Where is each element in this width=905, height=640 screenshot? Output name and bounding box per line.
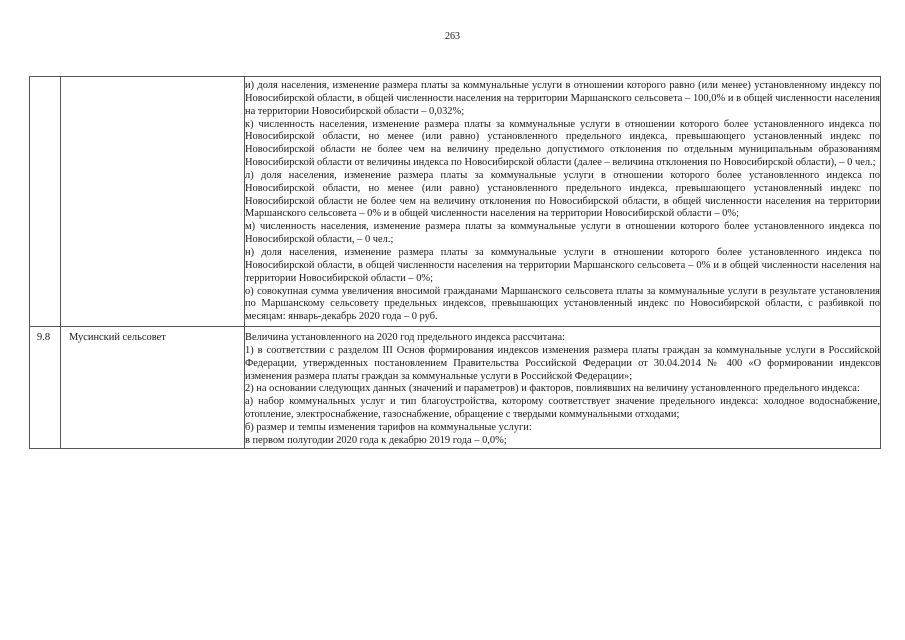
paragraph-o: о) совокупная сумма увеличения вносимой гражданами Маршанского сельсовета платы за коммунальные услуги в результате установления по Маршанскому сельсовету предельных индексов, превышающих установленный индекс по Новосибирской области, с разбивкой по месяцам: январь-декабрь 2020 года – 0 руб. (245, 285, 880, 323)
paragraph-2: 2) на основании следующих данных (значений и параметров) и факторов, повлиявших на величину установленного предельного индекса: (245, 383, 860, 395)
document-table (29, 76, 881, 449)
municipality-name-cell (61, 77, 245, 327)
municipality-name: Мусинский сельсовет (69, 332, 166, 344)
row-number: 9.8 (37, 332, 51, 344)
paragraph-b: б) размер и темпы изменения тарифов на коммунальные услуги: (245, 421, 532, 433)
paragraph-l: л) доля населения, изменение размера платы за коммунальные услуги в отношении которого более установленного индекса по Новосибирской области, но менее (или равно) установленного предельного индекса, превышающего установленный индекс по Новосибирской области не более чем на величину отклонения по Новосибирской области, в общей численности населения на территории Маршанского сельсовета – 0% и в общей численности населения на территории Новосибирской области – 0%; (245, 169, 880, 220)
paragraph-k: к) численность населения, изменение размера платы за коммунальные услуги в отношении которого более установленного индекса по Новосибирской области, но менее (или равно) установленного предельного индекса, превышающего установленный индекс по Новосибирской области не более чем на величину предельно допустимого отклонения по отдельным муниципальным образованиям Новосибирской области от величины индекса по Новосибирской области (далее – величина отклонения по Новосибирской области), – 0 чел.; (245, 118, 880, 169)
table-row (30, 77, 881, 327)
paragraph-1: 1) в соответствии с разделом III Основ формирования индексов изменения размера платы граждан за коммунальные услуги в Российской Федерации, утвержденных постановлением Правительства Российской Федерации от 30.04.2014 № 400 «О формировании индексов изменения размера платы граждан за коммунальные услуги в Российской Федерации»; (245, 344, 880, 382)
paragraph-first-half: в первом полугодии 2020 года к декабрю 2019 года – 0,0%; (245, 434, 507, 446)
row-number (30, 77, 60, 82)
description-cell (245, 77, 881, 327)
paragraph-a: а) набор коммунальных услуг и тип благоустройства, которому соответствует значение предельного индекса: холодное водоснабжение, отопление, электроснабжение, газоснабжение, обращение с твердыми коммунальными отходами; (245, 396, 880, 421)
municipality-name-cell (61, 327, 245, 449)
description-cell (245, 327, 881, 449)
row-number-cell (30, 327, 61, 449)
paragraph-i: и) доля населения, изменение размера платы за коммунальные услуги в отношении которого равно (или менее) установленному индексу по Новосибирской области, в общей численности населения на территории Маршанского сельсовета – 100,0% и в общей численности населения на территории Новосибирской области – 0,032%; (245, 80, 880, 117)
row-number-cell (30, 77, 61, 327)
paragraph-n: н) доля населения, изменение размера платы за коммунальные услуги в отношении которого более установленного индекса по Новосибирской области, в общей численности населения на территории Маршанского сельсовета – 0% и в общей численности населения на территории Новосибирской области – 0%; (245, 246, 880, 284)
municipality-name (61, 77, 244, 82)
table-row (30, 327, 881, 449)
paragraph-m: м) численность населения, изменение размера платы за коммунальные услуги в отношении которого более установленного индекса по Новосибирской области, – 0 чел.; (245, 221, 880, 246)
paragraph-intro: Величина установленного на 2020 год предельного индекса рассчитана: (245, 332, 566, 344)
page-number: 263 (445, 31, 460, 42)
